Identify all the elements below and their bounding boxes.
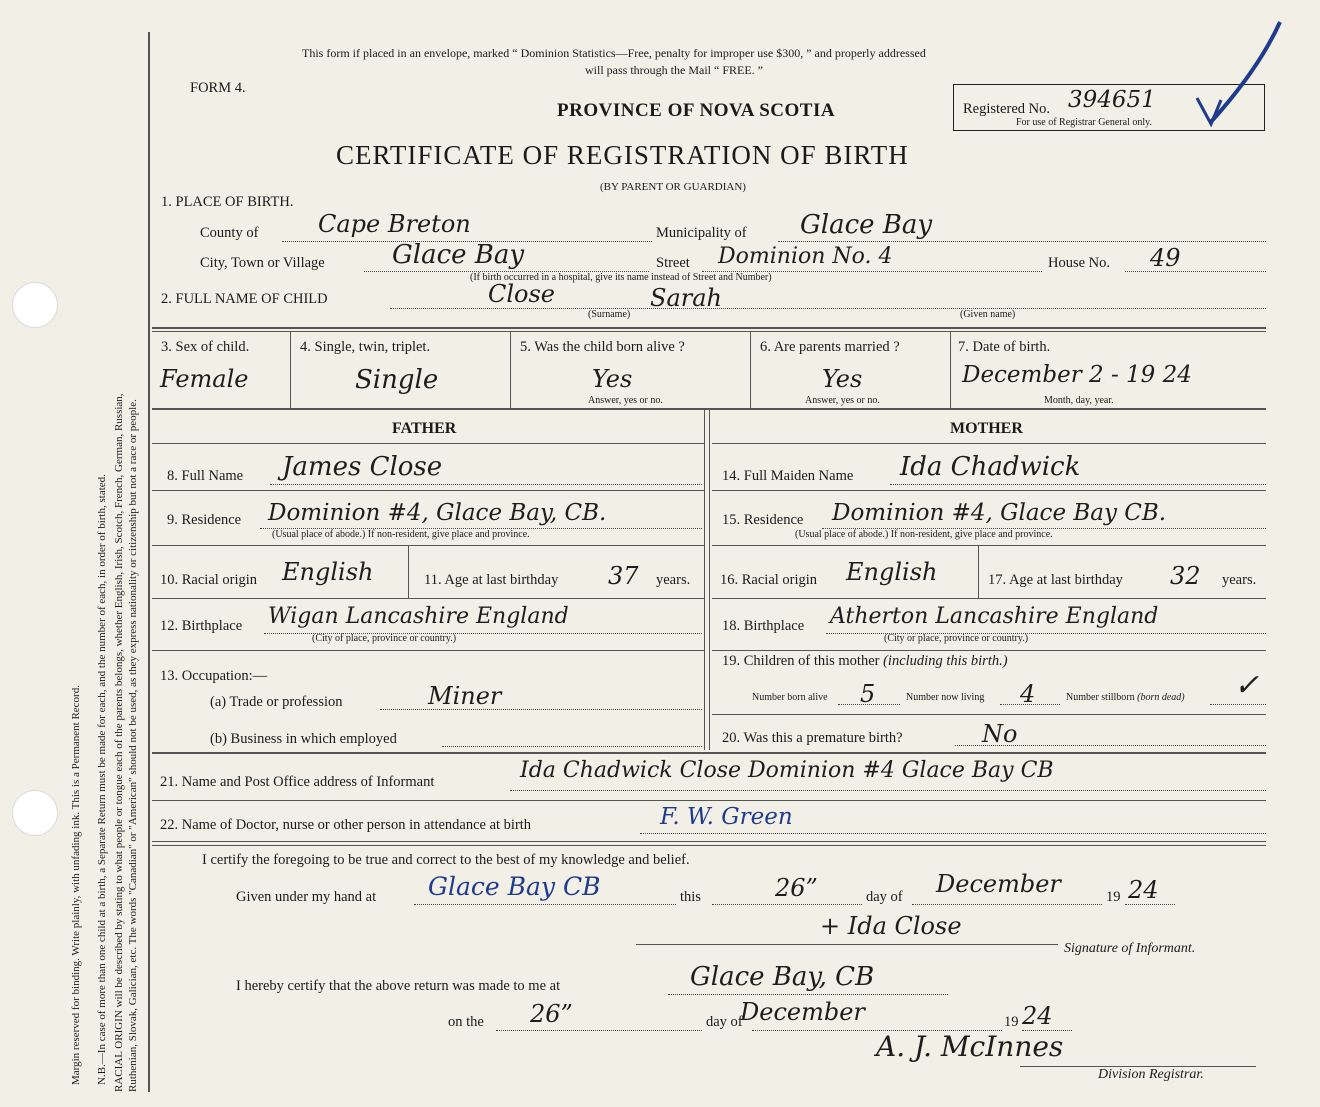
county-value: Cape Breton	[318, 210, 471, 238]
certificate-title: CERTIFICATE OF REGISTRATION OF BIRTH	[336, 140, 909, 170]
father-age-label: 11. Age at last birthday	[424, 572, 559, 588]
mother-residence-caption: (Usual place of abode.) If non-resident, give place and province.	[795, 529, 1053, 540]
birth-date-label: 7. Date of birth.	[958, 339, 1051, 355]
child-surname: Close	[488, 280, 556, 308]
premature-label: 20. Was this a premature birth?	[722, 730, 903, 746]
province-heading: PROVINCE OF NOVA SCOTIA	[557, 100, 836, 121]
father-name-value: James Close	[282, 452, 443, 482]
city-value: Glace Bay	[392, 240, 525, 270]
given-year-value: 24	[1128, 876, 1159, 904]
mother-heading: MOTHER	[950, 420, 1023, 437]
return-day-of-label: day of	[706, 1014, 743, 1030]
certification-statement: I certify the foregoing to be true and correct to the best of my knowledge and belief.	[202, 852, 690, 868]
surname-caption: (Surname)	[588, 309, 631, 320]
this-label: this	[680, 889, 701, 905]
trade-value: Miner	[428, 682, 502, 710]
margin-note-4: Ruthenian, Slovak, Galician, etc. The words "Canadian" or "American" should not be used, as they express nationality or citizenship but not a race or people.	[127, 399, 139, 1092]
registrar-caption: Division Registrar.	[1098, 1067, 1204, 1082]
return-year-value: 24	[1022, 1002, 1053, 1030]
county-label: County of	[200, 225, 259, 241]
margin-note-3: RACIAL ORIGIN will be described by stating to what people or tongue each of the parents belongs, whether English, Irish, Scotch, French, German, Russian,	[113, 393, 125, 1092]
mother-age-label: 17. Age at last birthday	[988, 572, 1123, 588]
check-mark-icon	[1195, 20, 1285, 130]
registered-number: 394651	[1068, 87, 1156, 113]
given-day-value: 26”	[775, 874, 818, 902]
born-alive-value: Yes	[592, 365, 633, 393]
house-label: House No.	[1048, 255, 1111, 271]
return-day-value: 26”	[530, 1000, 573, 1028]
father-residence-caption: (Usual place of abode.) If non-resident, give place and province.	[272, 529, 530, 540]
sex-value: Female	[160, 365, 249, 393]
informant-label: 21. Name and Post Office address of Informant	[160, 774, 435, 790]
premature-value: No	[982, 720, 1018, 748]
on-the-label: on the	[448, 1014, 484, 1030]
given-month-value: December	[936, 870, 1061, 898]
street-value: Dominion No. 4	[718, 244, 893, 269]
given-place-value: Glace Bay CB	[428, 872, 601, 901]
father-racial-value: English	[282, 558, 374, 586]
mother-racial-label: 16. Racial origin	[720, 572, 818, 588]
plurality-label: 4. Single, twin, triplet.	[300, 339, 431, 355]
sex-label: 3. Sex of child.	[161, 339, 250, 355]
father-name-label: 8. Full Name	[167, 468, 244, 484]
father-racial-label: 10. Racial origin	[160, 572, 258, 588]
doctor-value: F. W. Green	[660, 804, 793, 830]
parents-married-caption: Answer, yes or no.	[805, 395, 880, 406]
mother-years-label: years.	[1222, 572, 1257, 588]
given-label: Given under my hand at	[236, 889, 377, 905]
mother-name-label: 14. Full Maiden Name	[722, 468, 854, 484]
mother-name-value: Ida Chadwick	[900, 452, 1081, 482]
plurality-value: Single	[355, 365, 439, 395]
place-of-birth-label: 1. PLACE OF BIRTH.	[161, 194, 294, 210]
stillborn-value: ✓	[1234, 668, 1260, 703]
municipality-value: Glace Bay	[800, 210, 933, 240]
municipality-label: Municipality of	[656, 225, 747, 241]
street-label: Street	[656, 255, 690, 271]
mother-age-value: 32	[1170, 562, 1201, 590]
form-left-border	[148, 32, 150, 1092]
mother-birthplace-value: Atherton Lancashire England	[830, 604, 1159, 629]
mail-notice-line-2: will pass through the Mail “ FREE. ”	[585, 63, 763, 77]
house-value: 49	[1150, 244, 1181, 272]
margin-note-1: Margin reserved for binding. Write plainly, with unfading ink. This is a Permanent Record.	[70, 685, 82, 1085]
father-years-label: years.	[656, 572, 691, 588]
occupation-label: 13. Occupation:—	[160, 668, 268, 684]
born-alive-count-label: Number born alive	[752, 692, 828, 703]
return-statement: I hereby certify that the above return was made to me at	[236, 978, 561, 994]
mother-birthplace-caption: (City or place, province or country.)	[884, 633, 1029, 644]
binding-hole-bottom	[12, 790, 58, 836]
father-heading: FATHER	[392, 420, 457, 437]
child-name-label: 2. FULL NAME OF CHILD	[161, 291, 328, 307]
mother-residence-label: 15. Residence	[722, 512, 804, 528]
registered-label: Registered No.	[963, 101, 1050, 117]
father-birthplace-value: Wigan Lancashire England	[268, 604, 569, 629]
father-birthplace-caption: (City of place, province or country.)	[312, 633, 457, 644]
given-year-prefix: 19	[1106, 889, 1121, 905]
born-alive-label: 5. Was the child born alive ?	[520, 339, 685, 355]
mother-residence-value: Dominion #4, Glace Bay CB.	[832, 500, 1167, 526]
parents-married-label: 6. Are parents married ?	[760, 339, 900, 355]
return-year-prefix: 19	[1004, 1014, 1019, 1030]
business-label: (b) Business in which employed	[210, 731, 397, 747]
mother-birthplace-label: 18. Birthplace	[722, 618, 805, 634]
return-month-value: December	[740, 998, 865, 1026]
registrar-signature: A. J. McInnes	[876, 1030, 1064, 1063]
born-alive-count-value: 5	[860, 680, 876, 708]
parents-married-value: Yes	[822, 365, 863, 393]
mother-racial-value: English	[846, 558, 938, 586]
now-living-value: 4	[1020, 680, 1036, 708]
father-residence-value: Dominion #4, Glace Bay, CB.	[268, 500, 607, 526]
birth-date-value: December 2 - 19 24	[962, 362, 1192, 388]
mail-notice-line-1: This form if placed in an envelope, marked “ Dominion Statistics—Free, penalty for improper use $300, ” and properly addressed	[302, 46, 926, 60]
certificate-subtitle: (BY PARENT OR GUARDIAN)	[600, 181, 746, 193]
form-number: FORM 4.	[190, 80, 246, 96]
day-of-label: day of	[866, 889, 903, 905]
hospital-note: (If birth occurred in a hospital, give its name instead of Street and Number)	[470, 272, 772, 283]
registrar-use-note: For use of Registrar General only.	[1016, 117, 1152, 128]
margin-note-2: N.B.—In case of more than one child at a birth, a Separate Return must be made for each, and the number of each, in order of birth, stated.	[96, 474, 108, 1085]
father-birthplace-label: 12. Birthplace	[160, 618, 243, 634]
children-label: 19. Children of this mother (including this birth.)	[722, 653, 1008, 669]
city-label: City, Town or Village	[200, 255, 325, 271]
doctor-label: 22. Name of Doctor, nurse or other person in attendance at birth	[160, 817, 532, 833]
return-place-value: Glace Bay, CB	[690, 962, 875, 992]
father-age-value: 37	[608, 562, 639, 590]
born-alive-caption: Answer, yes or no.	[588, 395, 663, 406]
birth-date-caption: Month, day, year.	[1044, 395, 1114, 406]
father-residence-label: 9. Residence	[167, 512, 242, 528]
informant-signature: + Ida Close	[820, 912, 962, 940]
given-name-caption: (Given name)	[960, 309, 1016, 320]
trade-label: (a) Trade or profession	[210, 694, 343, 710]
informant-signature-caption: Signature of Informant.	[1064, 941, 1196, 956]
binding-hole-top	[12, 282, 58, 328]
now-living-label: Number now living	[906, 692, 985, 703]
child-given-name: Sarah	[650, 284, 722, 312]
informant-value: Ida Chadwick Close Dominion #4 Glace Bay CB	[520, 758, 1054, 783]
stillborn-label: Number stillborn (born dead)	[1066, 692, 1185, 703]
